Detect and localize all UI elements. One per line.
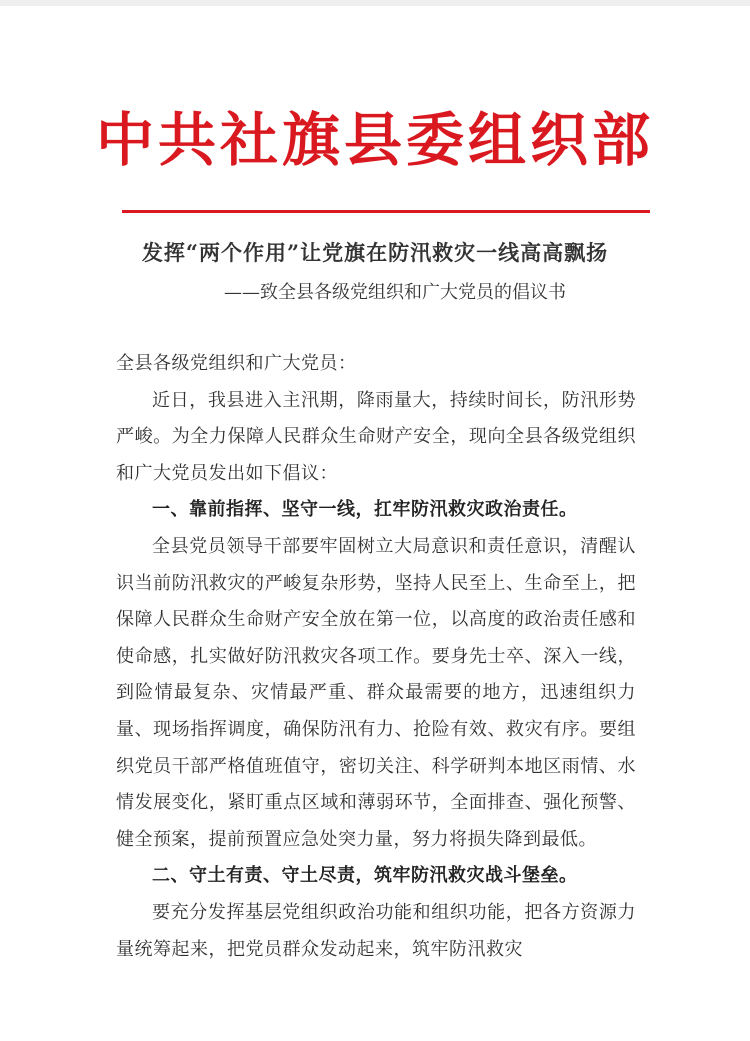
document-title: 发挥“两个作用”让党旗在防汛救灾一线高高飘扬 xyxy=(141,240,609,265)
section-heading-1: 一、靠前指挥、坚守一线，扛牢防汛救灾政治责任。 xyxy=(152,499,578,521)
top-strip xyxy=(0,0,750,6)
document-subtitle: ——致全县各级党组织和广大党员的倡议书 xyxy=(224,282,566,303)
red-divider xyxy=(122,210,650,213)
section-heading-2: 二、守土有责、守土尽责，筑牢防汛救灾战斗堡垒。 xyxy=(152,865,578,887)
section-paragraph-2: 要充分发挥基层党组织政治功能和组织功能，把各方资源力量统筹起来，把党员群众发动起来，筑牢防汛救灾 xyxy=(116,901,636,960)
masthead: 中共社旗县委组织部 xyxy=(95,106,654,174)
section-paragraph-1: 全县党员领导干部要牢固树立大局意识和责任意识，清醒认识当前防汛救灾的严峻复杂形势，坚持人民至上、生命至上，把保障人民群众生命财产安全放在第一位，以高度的政治责任感和使命感，扎实做好防汛救灾各项工作。要身先士卒、深入一线，到险情最复杂、灾情最严重、群众最需要的地方，迅速组织力量、现场指挥调度，确保防汛有力、抢险有效、救灾有序。要组织党员干部严格值班值守，密切关注、科学研判本地区雨情、水情发展变化，紧盯重点区域和薄弱环节，全面排查、强化预警、健全预案，提前预置应急处突力量，努力将损失降到最低。 xyxy=(116,535,636,850)
intro-paragraph: 近日，我县进入主汛期，降雨量大，持续时间长，防汛形势严峻。为全力保障人民群众生命财产安全，现向全县各级党组织和广大党员发出如下倡议： xyxy=(116,389,636,484)
document-body xyxy=(116,346,636,968)
salutation: 全县各级党组织和广大党员： xyxy=(116,353,357,374)
